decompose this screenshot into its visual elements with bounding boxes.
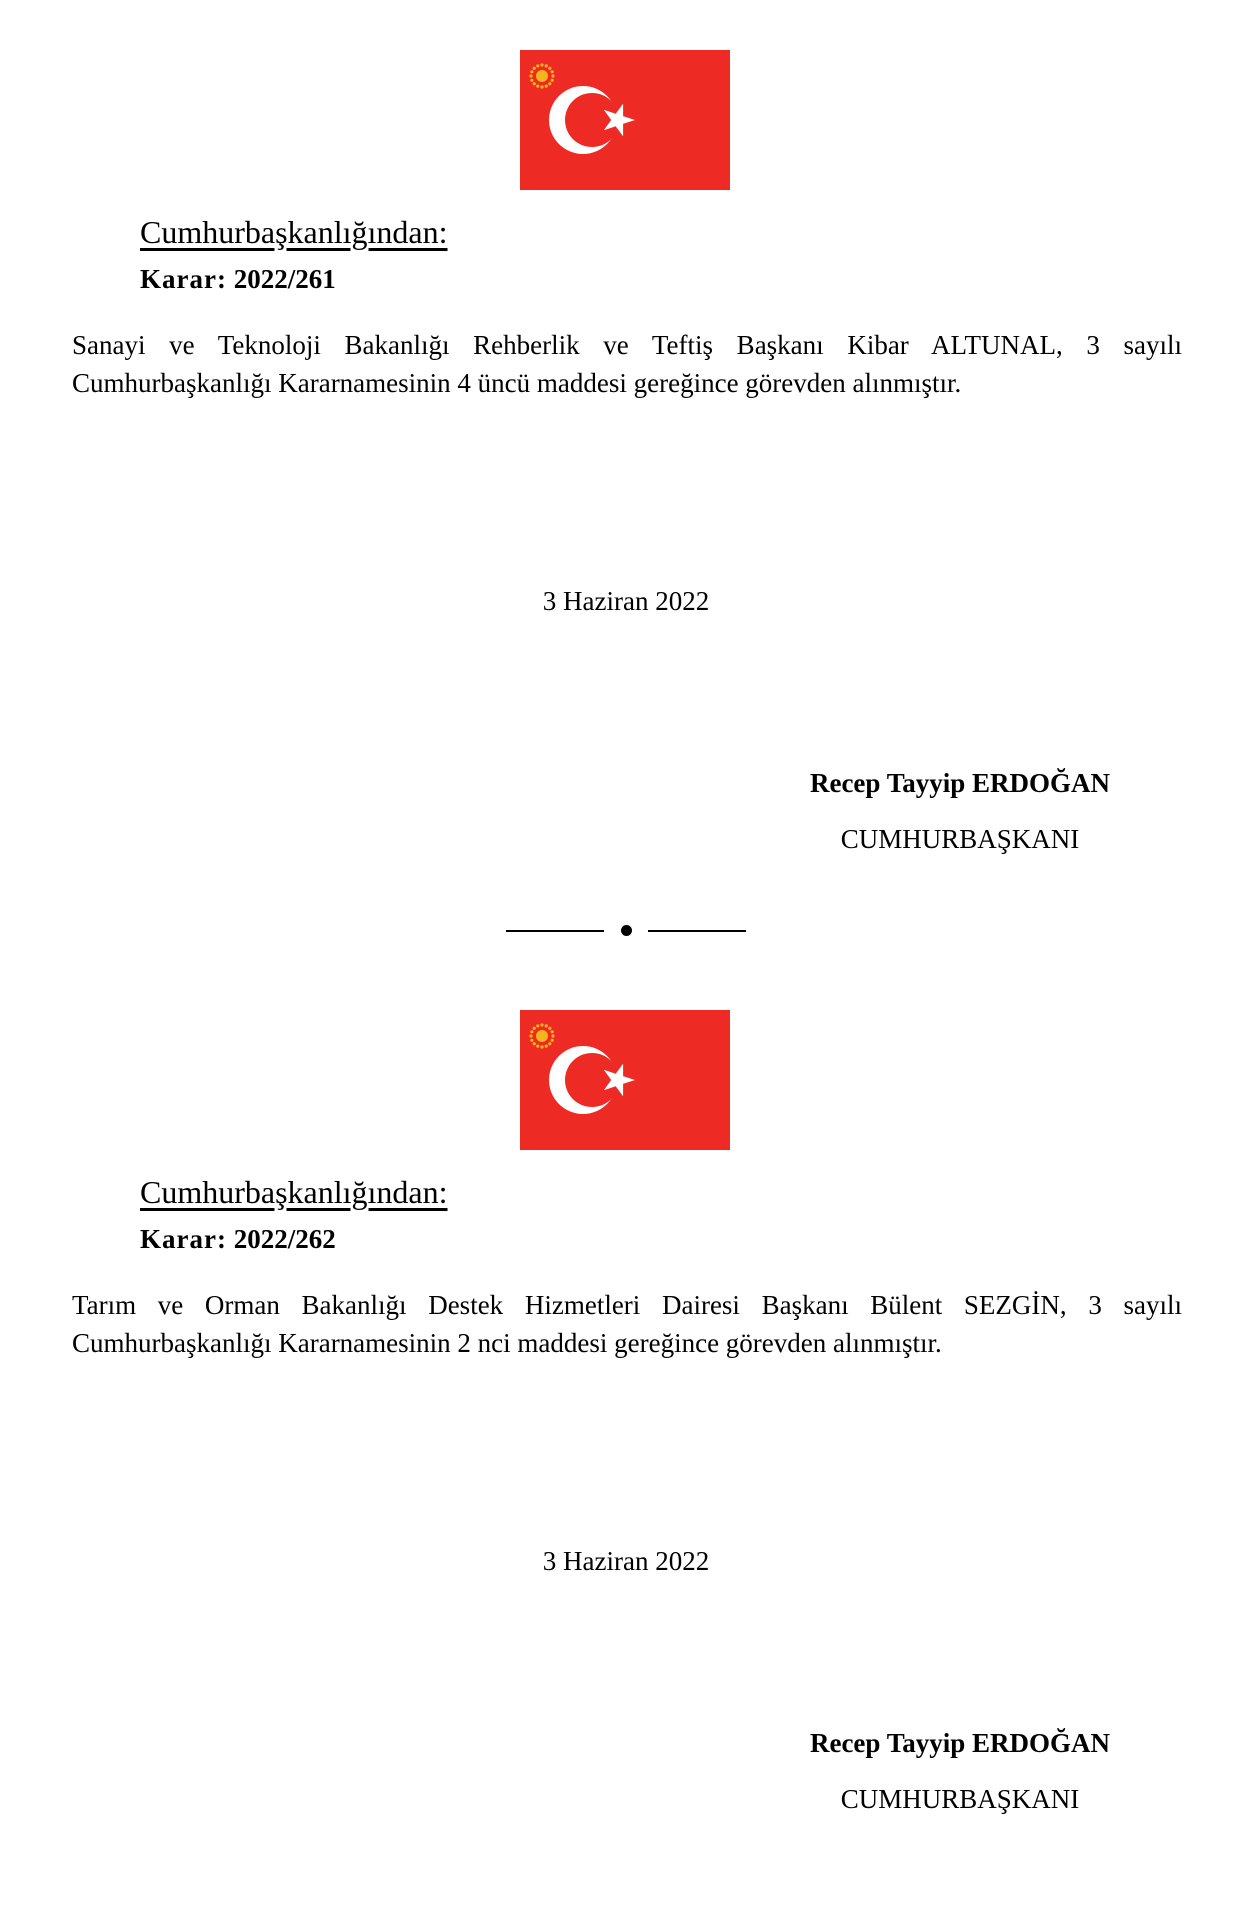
decision-body-line-1: Tarım ve Orman Bakanlığı Destek Hizmetleri Dairesi Başkanı Bülent SEZGİN, 3 sayılı	[72, 1290, 1182, 1320]
bullet-separator-icon	[506, 920, 746, 940]
decision-label: Karar:	[140, 1224, 227, 1254]
emblem-star	[548, 1042, 551, 1045]
emblem-star	[551, 1030, 554, 1033]
emblem-star	[530, 1030, 533, 1033]
emblem-sun	[536, 70, 548, 82]
signatory-name: Recep Tayyip ERDOĞAN	[809, 768, 1111, 798]
emblem-star	[551, 74, 554, 77]
emblem-star	[529, 74, 532, 77]
emblem-star	[540, 63, 543, 66]
decision-section-2	[0, 960, 1252, 1920]
decision-body-line-1: Sanayi ve Teknoloji Bakanlığı Rehberlik ve Teftiş Başkanı Kibar ALTUNAL, 3 sayılı	[72, 330, 1182, 360]
emblem-star	[551, 70, 554, 73]
decision-body-line-2: Cumhurbaşkanlığı Kararnamesinin 2 nci maddesi gereğince görevden alınmıştır.	[72, 1328, 942, 1358]
emblem-star	[530, 1039, 533, 1042]
emblem-star	[536, 85, 539, 88]
issuer-heading: Cumhurbaşkanlığından:	[140, 1174, 448, 1210]
separator-dash-right	[648, 930, 746, 932]
emblem-star	[530, 79, 533, 82]
turkish-flag-graphic	[520, 1010, 730, 1150]
emblem-star	[548, 67, 551, 70]
emblem-star	[548, 82, 551, 85]
emblem-star	[533, 1027, 536, 1030]
emblem-star	[545, 1045, 548, 1048]
emblem-star	[536, 1045, 539, 1048]
decision-number: 2022/261	[233, 264, 336, 294]
decision-date: 3 Haziran 2022	[542, 1546, 710, 1576]
emblem-star	[533, 82, 536, 85]
emblem-star	[548, 1027, 551, 1030]
emblem-star	[529, 1034, 532, 1037]
emblem-star	[540, 85, 543, 88]
signatory-title: CUMHURBAŞKANI	[840, 1784, 1080, 1814]
emblem-star	[540, 1045, 543, 1048]
emblem-star	[551, 1034, 554, 1037]
signatory-title: CUMHURBAŞKANI	[840, 824, 1080, 854]
emblem-star	[533, 1042, 536, 1045]
emblem-star	[545, 64, 548, 67]
emblem-star	[545, 85, 548, 88]
turkish-flag-graphic	[520, 50, 730, 190]
turkish-flag-icon	[520, 50, 730, 190]
signatory-name: Recep Tayyip ERDOĞAN	[809, 1728, 1111, 1758]
emblem-sun	[536, 1030, 548, 1042]
decision-number: 2022/262	[233, 1224, 336, 1254]
decision-body	[72, 1286, 1182, 1362]
decision-number-line	[140, 264, 336, 295]
emblem-star	[551, 1039, 554, 1042]
emblem-star	[536, 64, 539, 67]
separator-dash-left	[506, 930, 604, 932]
emblem-star	[536, 1024, 539, 1027]
separator-dot	[621, 925, 632, 936]
emblem-star	[545, 1024, 548, 1027]
decision-date: 3 Haziran 2022	[542, 586, 710, 616]
emblem-star	[530, 70, 533, 73]
emblem-star	[551, 79, 554, 82]
emblem-star	[540, 1023, 543, 1026]
decision-number-line	[140, 1224, 336, 1255]
decision-body	[72, 326, 1182, 402]
decision-label: Karar:	[140, 264, 227, 294]
issuer-heading: Cumhurbaşkanlığından:	[140, 214, 448, 250]
decision-body-line-2: Cumhurbaşkanlığı Kararnamesinin 4 üncü maddesi gereğince görevden alınmıştır.	[72, 368, 962, 398]
turkish-flag-icon	[520, 1010, 730, 1150]
emblem-star	[533, 67, 536, 70]
